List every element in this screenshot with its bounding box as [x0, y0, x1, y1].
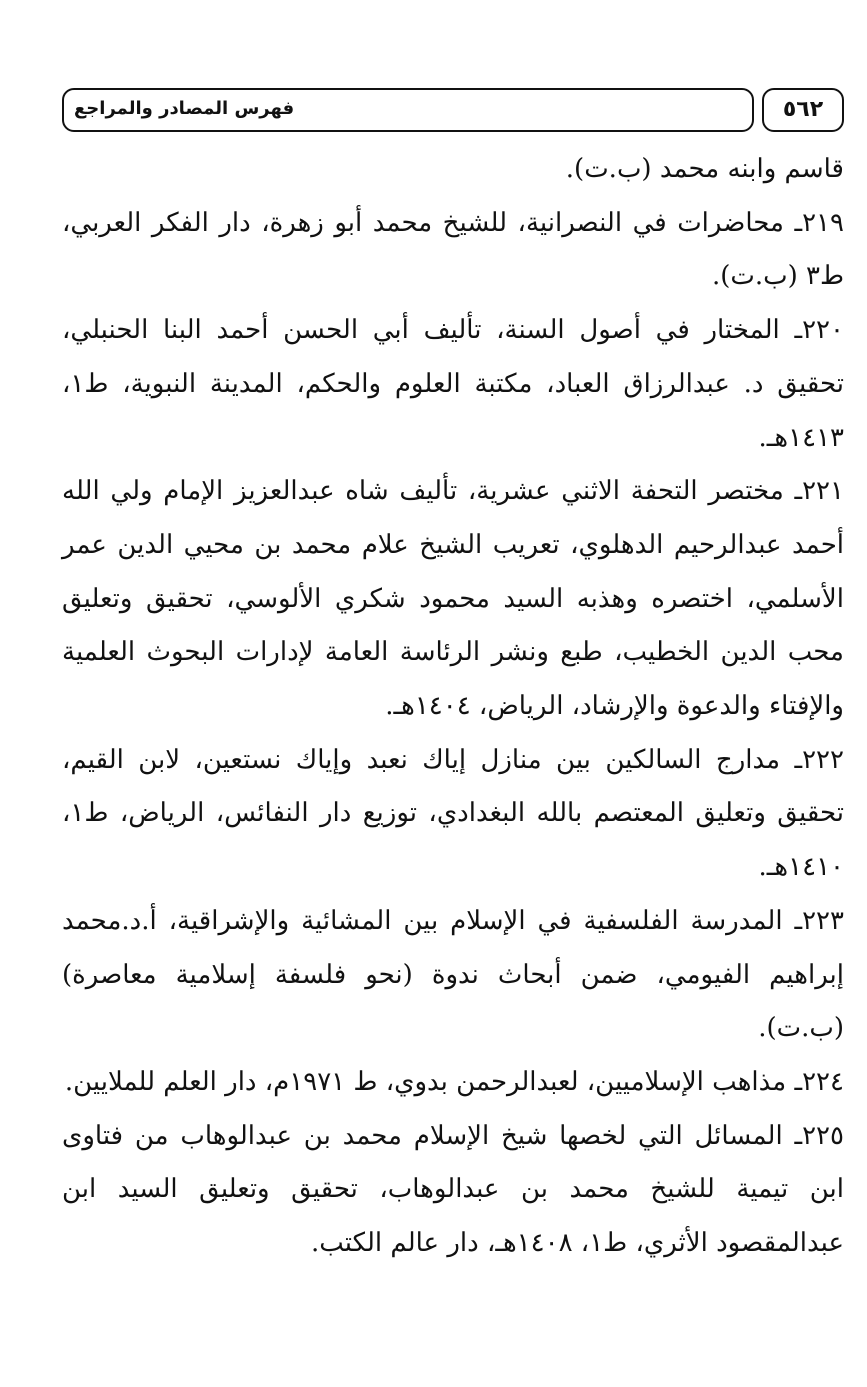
- bibliography-entry: ٢٢٥ـ المسائل التي لخصها شيخ الإسلام محمد بن عبدالوهاب من فتاوى ابن تيمية للشيخ محمد بن عبدالوهاب، تحقيق وتعليق السيد ابن عبدالمقصود الأثري، ط١، ١٤٠٨هـ، دار عالم الكتب.: [62, 1120, 844, 1259]
- bibliography-entry: ٢٢٢ـ مدارج السالكين بين منازل إياك نعبد وإياك نستعين، لابن القيم، تحقيق وتعليق المعتصم بالله البغدادي، توزيع دار النفائس، الرياض، ط١، ١٤١٠هـ.: [62, 744, 844, 883]
- page-number: ٥٦٢: [762, 88, 844, 132]
- page-header: [62, 88, 844, 134]
- bibliography-entry: ٢٢٠ـ المختار في أصول السنة، تأليف أبي الحسن أحمد البنا الحنبلي، تحقيق د. عبدالرزاق العباد، مكتبة العلوم والحكم، المدينة النبوية، ط١، ١٤١٣هـ.: [62, 315, 844, 453]
- bibliography-entry: ٢٢١ـ مختصر التحفة الاثني عشرية، تأليف شاه عبدالعزيز الإمام ولي الله أحمد عبدالرحيم الدهلوي، تعريب الشيخ علام محمد بن محيي الدين عمر الأسلمي، اختصره وهذبه السيد محمود شكري الألوسي، تحقيق وتعليق محب الدين الخطيب، طبع ونشر الرئاسة العامة لإدارات البحوث العلمية والإفتاء والدعوة والإرشاد، الرياض، ١٤٠٤هـ.: [62, 476, 844, 722]
- bibliography-entry: قاسم وابنه محمد (ب.ت).: [565, 154, 844, 184]
- bibliography-entry: ٢٢٤ـ مذاهب الإسلاميين، لعبدالرحمن بدوي، ط ١٩٧١م، دار العلم للملايين.: [64, 1066, 844, 1097]
- bibliography-entry: ٢١٩ـ محاضرات في النصرانية، للشيخ محمد أبو زهرة، دار الفكر العربي، ط٣ (ب.ت).: [62, 207, 844, 292]
- bibliography-list: [62, 143, 844, 1271]
- bibliography-entry: ٢٢٣ـ المدرسة الفلسفية في الإسلام بين المشائية والإشراقية، أ.د.محمد إبراهيم الفيومي، ضمن أبحاث ندوة (نحو فلسفة إسلامية معاصرة) (ب.ت).: [62, 905, 844, 1044]
- running-title-box: [62, 88, 754, 132]
- running-title: فهرس المصادر والمراجع: [74, 98, 295, 119]
